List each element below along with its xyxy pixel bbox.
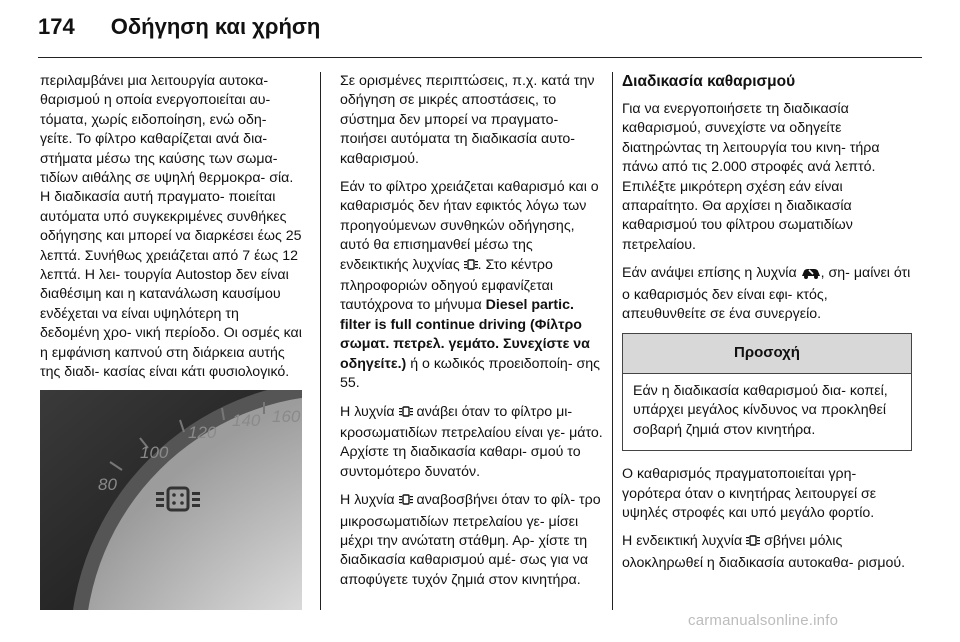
section-title: Διαδικασία καθαρισμού (622, 73, 796, 90)
warning-message: Diesel partic. filter is full continue driving (Φίλτρο σωματ. πετρελ. γεμάτο. Συνεχίστε να οδηγείτε.) (340, 297, 590, 372)
gauge-tick-label: 160 (272, 407, 301, 426)
column-3 (622, 72, 912, 582)
column-1 (40, 72, 302, 392)
column-2 (340, 72, 604, 599)
paragraph: Σε ορισμένες περιπτώσεις, π.χ. κατά την οδήγηση σε μικρές αποστάσεις, το σύστημα δεν μπορεί να πραγματο- ποιήσει αυτόματα τη διαδικασία αυτο- καθαρισμού. (340, 73, 595, 167)
gauge-tick-label: 100 (140, 443, 169, 462)
paragraph: περιλαμβάνει μια λειτουργία αυτοκα- θαρισμού η οποία ενεργοποιείται αυ- τόματα, χωρίς ειδοποίηση, ενώ οδη- γείτε. Το φίλτρο καθαρίζεται ανά δια- στήματα μέσω της καύσης των σωμα- τιδίων αιθάλης σε υψηλή θερμοκρα- σία. Η διαδικασία αυτή πραγματο- ποιείται αυτόματα υπό συγκεκριμένες συνθήκες οδήγησης και μπορεί να διαρκέσει έως 25 λεπτά. Συνήθως χρειάζεται από 7 έως 12 λεπτά. Η λει- τουργία Autostop δεν είναι διαθέσιμη και η κατανάλωση καυσίμου ενδέχεται να είναι υψηλότερη τη δεδομένη χρο- νική περίοδο. Οι οσμές και η εμφάνιση καπνού στη διάρκεια αυτής της διαδι- κασίας είναι κάτι φυσιολογικό. (40, 73, 302, 381)
diesel-particulate-filter-icon (399, 493, 413, 512)
service-vehicle-icon (801, 266, 821, 285)
gauge-tick-label: 80 (98, 475, 117, 494)
paragraph: Για να ενεργοποιήσετε τη διαδικασία καθαρισμού, συνεχίστε να οδηγείτε διατηρώντας τη λειτουργία του κινη- τήρα πάνω από τις 2.000 στροφές ανά λεπτό. Επιλέξτε μικρότερη σχέση εάν είναι απαραίτητο. Θα αρχίσει η διαδικασία καθαρισμού του φίλτρου σωματιδίων πετρελαίου. (622, 101, 880, 253)
watermark: carmanualsonline.info (688, 612, 839, 629)
column-divider-2 (612, 72, 613, 610)
gauge-tick-label: 120 (188, 423, 217, 442)
caution-text: Εάν η διαδικασία καθαρισμού δια- κοπεί, υπάρχει μεγάλος κίνδυνος να προκληθεί σοβαρή ζημιά στον κινητήρα. (633, 382, 888, 438)
column-divider-1 (320, 72, 321, 610)
paragraph: Ο καθαρισμός πραγματοποιείται γρη- γορότερα όταν ο κινητήρας λειτουργεί σε υψηλές στροφές και υπό μεγάλο φορτίο. (622, 466, 877, 521)
header-divider (38, 57, 922, 58)
paragraph: Η ενδεικτική λυχνία σβήνει μόλις ολοκληρωθεί η διαδικασία αυτοκαθα- ρισμού. (622, 533, 906, 571)
paragraph: Εάν ανάψει επίσης η λυχνία , ση- μαίνει ότι ο καθαρισμός δεν είναι εφι- κτός, απευθυνθείτε σε ένα συνεργείο. (622, 265, 911, 323)
page-title: Οδήγηση και χρήση (110, 14, 321, 39)
caution-box (622, 333, 912, 451)
paragraph: Η λυχνία αναβοσβήνει όταν το φίλ- τρο μικροσωματιδίων πετρελαίου γε- μίσει μέχρι την ανώτατη στάθμη. Αρ- χίστε τη διαδικασία καθαρισμού αμέ- σως για να αποφύγετε τυχόν ζημιά στον κινητήρα. (340, 492, 601, 588)
gauge-illustration (40, 390, 302, 610)
gauge-tick-label: 140 (232, 411, 261, 430)
caution-title: Προσοχή (623, 334, 911, 373)
diesel-particulate-filter-icon (464, 258, 478, 277)
page-header (38, 14, 320, 44)
page-number: 174 (38, 14, 75, 39)
diesel-particulate-filter-icon (399, 405, 413, 424)
paragraph: Εάν το φίλτρο χρειάζεται καθαρισμό και ο καθαρισμός δεν ήταν εφικτός λόγω των προηγούμενων συνθηκών οδήγησης, αυτό θα επισημανθεί μέσω της ενδεικτικής λυχνίας . Στο κέντρο πληροφοριών οδηγού εμφανίζεται ταυτόχρονα το μήνυμα Diesel partic. filter is full continue driving (Φίλτρο σωματ. πετρελ. γεμάτο. Συνεχίστε να οδηγείτε.) ή ο κωδικός προειδοποίη- σης 55. (340, 179, 600, 392)
paragraph: Η λυχνία ανάβει όταν το φίλτρο μι- κροσωματιδίων πετρελαίου είναι γε- μάτο. Αρχίστε τη διαδικασία καθαρι- σμού το συντομότερο δυνατόν. (340, 403, 603, 480)
diesel-particulate-filter-icon (746, 534, 760, 553)
dashboard-gauge-image (40, 390, 302, 610)
